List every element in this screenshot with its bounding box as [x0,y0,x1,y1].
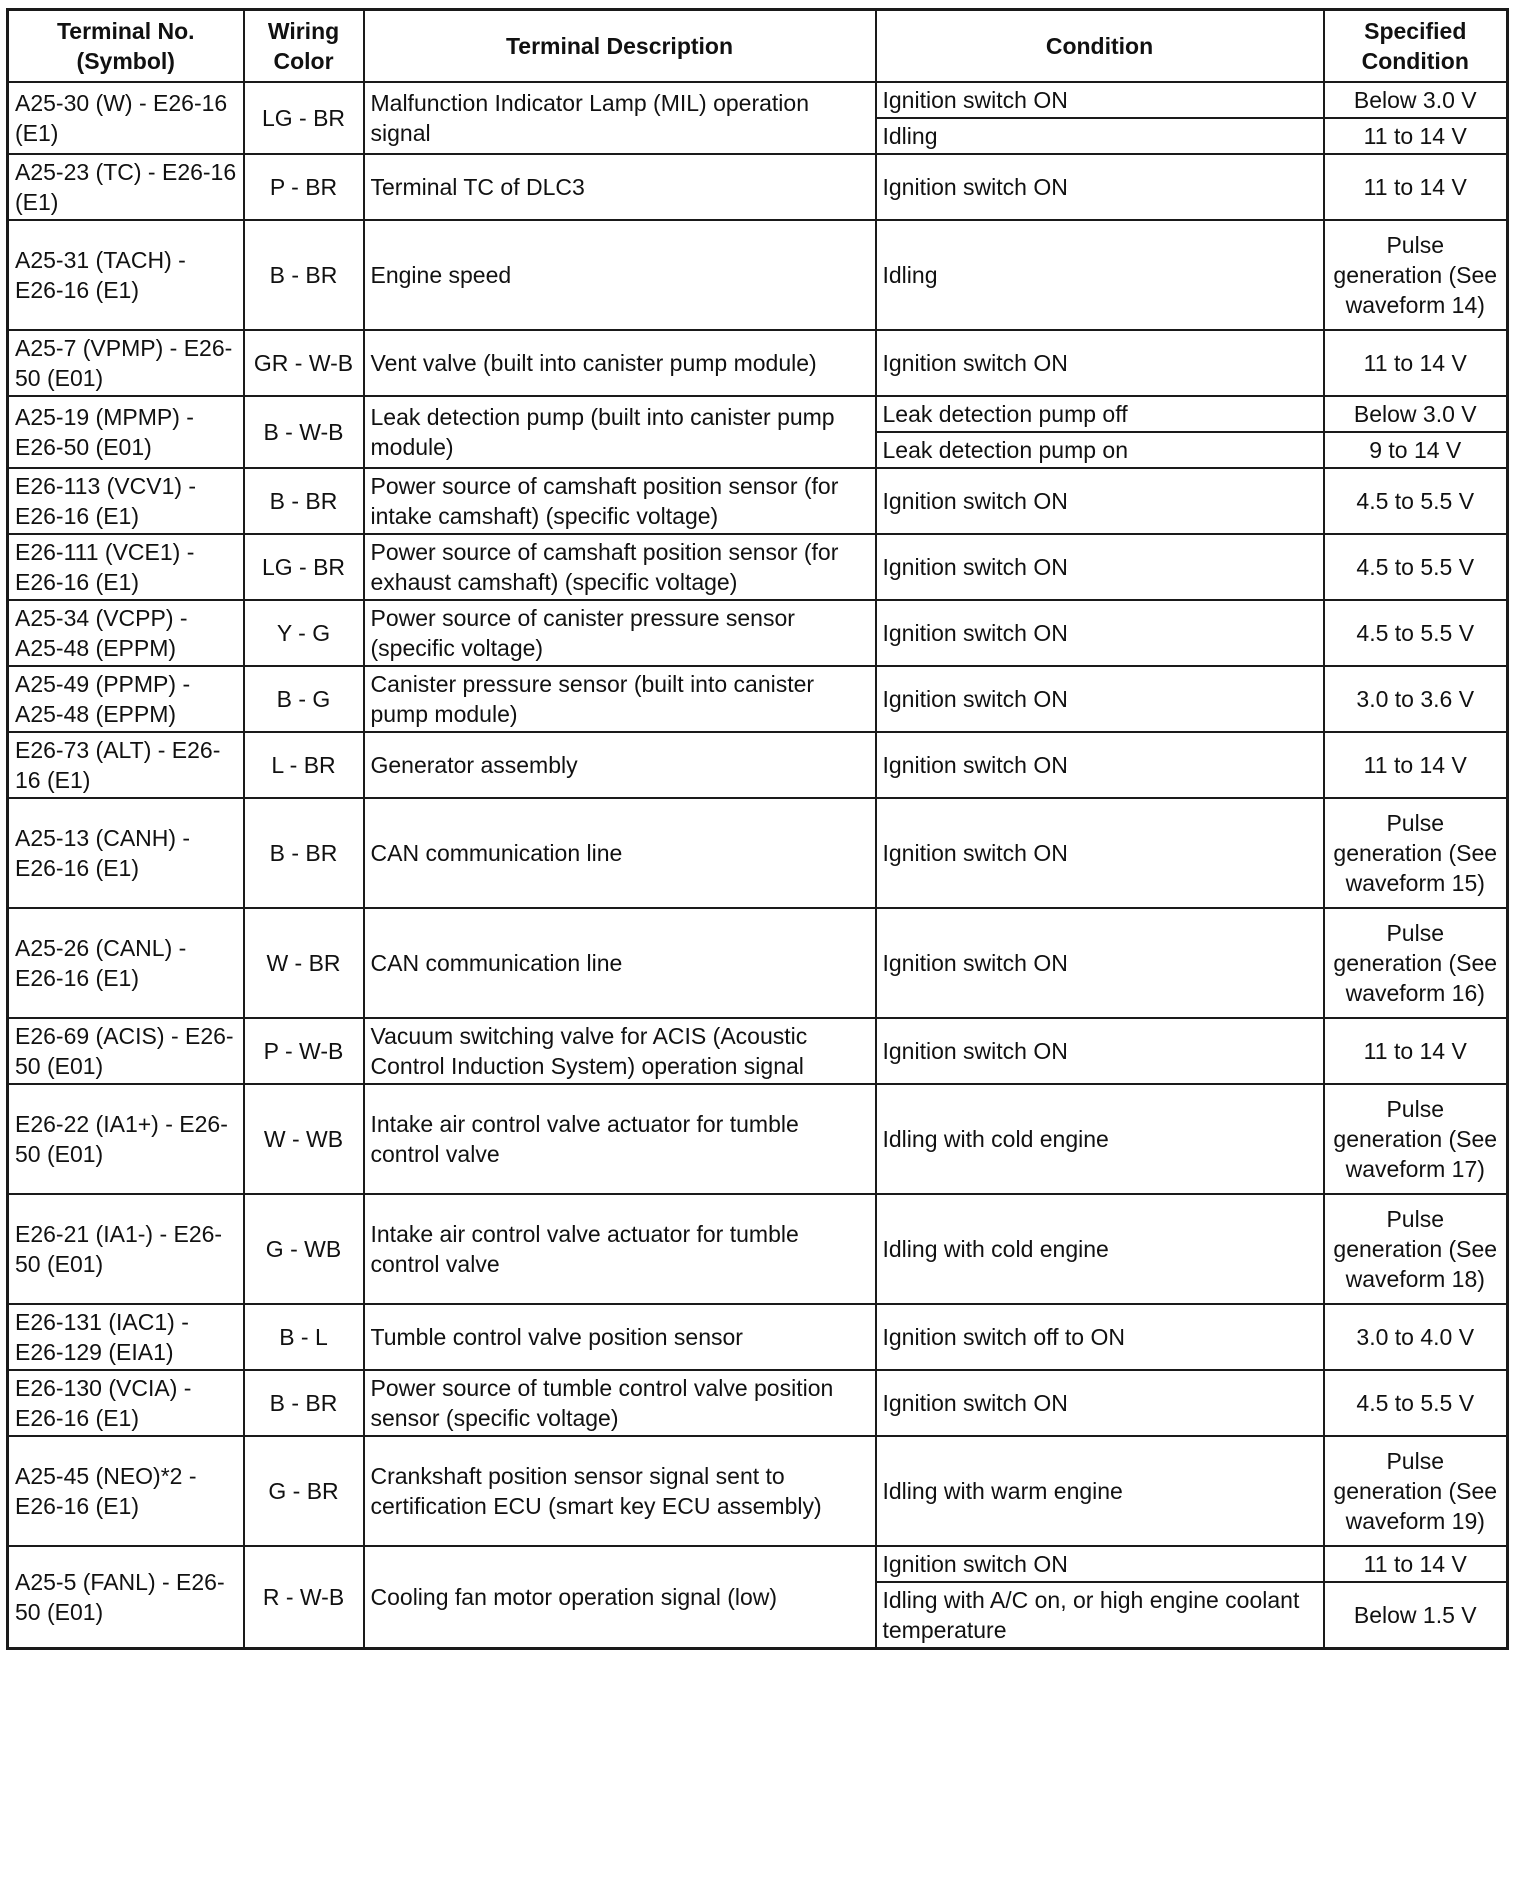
condition-cell: Idling with cold engine [876,1194,1324,1304]
description-cell: CAN communication line [364,908,876,1018]
condition-cell: Leak detection pump off [876,396,1324,432]
table-row [8,600,1508,666]
terminal-cell: E26-21 (IA1-) - E26-50 (E01) [8,1194,244,1304]
condition-cell: Ignition switch ON [876,908,1324,1018]
wiring-color-cell: W - BR [244,908,364,1018]
terminal-cell: E26-73 (ALT) - E26-16 (E1) [8,732,244,798]
specified-condition-cell: Pulse generation (See waveform 16) [1324,908,1508,1018]
wiring-color-cell: G - BR [244,1436,364,1546]
table-row [8,330,1508,396]
terminal-spec-table [6,8,1509,1650]
terminal-cell: A25-19 (MPMP) - E26-50 (E01) [8,396,244,468]
condition-cell: Ignition switch ON [876,82,1324,118]
terminal-cell: E26-130 (VCIA) - E26-16 (E1) [8,1370,244,1436]
specified-condition-cell: 3.0 to 4.0 V [1324,1304,1508,1370]
terminal-cell: E26-111 (VCE1) - E26-16 (E1) [8,534,244,600]
specified-condition-cell: Pulse generation (See waveform 14) [1324,220,1508,330]
description-cell: Generator assembly [364,732,876,798]
table-row [8,1018,1508,1084]
description-cell: Malfunction Indicator Lamp (MIL) operation signal [364,82,876,154]
condition-cell: Ignition switch ON [876,1018,1324,1084]
condition-cell: Ignition switch ON [876,154,1324,220]
wiring-color-cell: B - BR [244,220,364,330]
table-row [8,666,1508,732]
description-cell: Power source of camshaft position sensor (for intake camshaft) (specific voltage) [364,468,876,534]
terminal-cell: E26-69 (ACIS) - E26-50 (E01) [8,1018,244,1084]
condition-cell: Ignition switch ON [876,534,1324,600]
wiring-color-cell: B - BR [244,468,364,534]
wiring-color-cell: GR - W-B [244,330,364,396]
description-cell: Canister pressure sensor (built into canister pump module) [364,666,876,732]
wiring-color-cell: B - L [244,1304,364,1370]
condition-cell: Ignition switch ON [876,1546,1324,1582]
description-cell: Cooling fan motor operation signal (low) [364,1546,876,1649]
wiring-color-cell: B - BR [244,1370,364,1436]
wiring-color-cell: P - W-B [244,1018,364,1084]
wiring-color-cell: P - BR [244,154,364,220]
table-row [8,534,1508,600]
specified-condition-cell: 4.5 to 5.5 V [1324,468,1508,534]
condition-cell: Idling with A/C on, or high engine coolant temperature [876,1582,1324,1649]
wiring-color-cell: B - G [244,666,364,732]
specified-condition-cell: 11 to 14 V [1324,330,1508,396]
terminal-cell: A25-49 (PPMP) - A25-48 (EPPM) [8,666,244,732]
condition-cell: Idling with cold engine [876,1084,1324,1194]
specified-condition-cell: Below 1.5 V [1324,1582,1508,1649]
wiring-color-cell: B - BR [244,798,364,908]
condition-cell: Idling [876,220,1324,330]
terminal-cell: E26-22 (IA1+) - E26-50 (E01) [8,1084,244,1194]
header-wiring: Wiring Color [244,10,364,83]
wiring-color-cell: Y - G [244,600,364,666]
condition-cell: Ignition switch ON [876,330,1324,396]
specified-condition-cell: 4.5 to 5.5 V [1324,600,1508,666]
specified-condition-cell: 4.5 to 5.5 V [1324,534,1508,600]
condition-cell: Ignition switch ON [876,732,1324,798]
description-cell: Power source of canister pressure sensor (specific voltage) [364,600,876,666]
specified-condition-cell: 11 to 14 V [1324,154,1508,220]
table-row [8,1436,1508,1546]
terminal-cell: A25-26 (CANL) - E26-16 (E1) [8,908,244,1018]
description-cell: Vacuum switching valve for ACIS (Acoustic Control Induction System) operation signal [364,1018,876,1084]
specified-condition-cell: Pulse generation (See waveform 18) [1324,1194,1508,1304]
terminal-cell: E26-113 (VCV1) - E26-16 (E1) [8,468,244,534]
wiring-color-cell: L - BR [244,732,364,798]
table-row [8,1546,1508,1582]
specified-condition-cell: 3.0 to 3.6 V [1324,666,1508,732]
table-row [8,1370,1508,1436]
table-row [8,1304,1508,1370]
terminal-cell: A25-34 (VCPP) - A25-48 (EPPM) [8,600,244,666]
description-cell: Crankshaft position sensor signal sent to certification ECU (smart key ECU assembly) [364,1436,876,1546]
terminal-cell: A25-45 (NEO)*2 - E26-16 (E1) [8,1436,244,1546]
table-row [8,1084,1508,1194]
terminal-cell: E26-131 (IAC1) - E26-129 (EIA1) [8,1304,244,1370]
table-header [8,10,1508,83]
terminal-cell: A25-13 (CANH) - E26-16 (E1) [8,798,244,908]
specified-condition-cell: 11 to 14 V [1324,1018,1508,1084]
specified-condition-cell: 11 to 14 V [1324,732,1508,798]
condition-cell: Leak detection pump on [876,432,1324,468]
table-row [8,82,1508,118]
wiring-color-cell: LG - BR [244,82,364,154]
wiring-color-cell: R - W-B [244,1546,364,1649]
description-cell: Intake air control valve actuator for tumble control valve [364,1084,876,1194]
condition-cell: Idling [876,118,1324,154]
wiring-color-cell: LG - BR [244,534,364,600]
table-row [8,220,1508,330]
specified-condition-cell: Pulse generation (See waveform 15) [1324,798,1508,908]
terminal-cell: A25-31 (TACH) - E26-16 (E1) [8,220,244,330]
wiring-color-cell: W - WB [244,1084,364,1194]
table-row [8,468,1508,534]
specified-condition-cell: 4.5 to 5.5 V [1324,1370,1508,1436]
table-row [8,732,1508,798]
description-cell: Leak detection pump (built into canister pump module) [364,396,876,468]
condition-cell: Idling with warm engine [876,1436,1324,1546]
condition-cell: Ignition switch ON [876,798,1324,908]
header-specified: Specified Condition [1324,10,1508,83]
description-cell: Terminal TC of DLC3 [364,154,876,220]
specified-condition-cell: Below 3.0 V [1324,396,1508,432]
header-description: Terminal Description [364,10,876,83]
description-cell: Power source of camshaft position sensor (for exhaust camshaft) (specific voltage) [364,534,876,600]
specified-condition-cell: 11 to 14 V [1324,1546,1508,1582]
condition-cell: Ignition switch ON [876,468,1324,534]
description-cell: Intake air control valve actuator for tumble control valve [364,1194,876,1304]
header-condition: Condition [876,10,1324,83]
description-cell: Power source of tumble control valve position sensor (specific voltage) [364,1370,876,1436]
table-row [8,1194,1508,1304]
description-cell: Vent valve (built into canister pump module) [364,330,876,396]
specified-condition-cell: Below 3.0 V [1324,82,1508,118]
terminal-cell: A25-30 (W) - E26-16 (E1) [8,82,244,154]
description-cell: Tumble control valve position sensor [364,1304,876,1370]
terminal-cell: A25-23 (TC) - E26-16 (E1) [8,154,244,220]
specified-condition-cell: 11 to 14 V [1324,118,1508,154]
header-row [8,10,1508,83]
table-body [8,82,1508,1649]
description-cell: CAN communication line [364,798,876,908]
description-cell: Engine speed [364,220,876,330]
terminal-cell: A25-5 (FANL) - E26-50 (E01) [8,1546,244,1649]
table-row [8,798,1508,908]
condition-cell: Ignition switch ON [876,666,1324,732]
header-terminal: Terminal No. (Symbol) [8,10,244,83]
table-row [8,396,1508,432]
specified-condition-cell: 9 to 14 V [1324,432,1508,468]
wiring-color-cell: G - WB [244,1194,364,1304]
specified-condition-cell: Pulse generation (See waveform 17) [1324,1084,1508,1194]
condition-cell: Ignition switch off to ON [876,1304,1324,1370]
condition-cell: Ignition switch ON [876,600,1324,666]
table-row [8,154,1508,220]
condition-cell: Ignition switch ON [876,1370,1324,1436]
wiring-color-cell: B - W-B [244,396,364,468]
table-row [8,908,1508,1018]
specified-condition-cell: Pulse generation (See waveform 19) [1324,1436,1508,1546]
terminal-cell: A25-7 (VPMP) - E26-50 (E01) [8,330,244,396]
